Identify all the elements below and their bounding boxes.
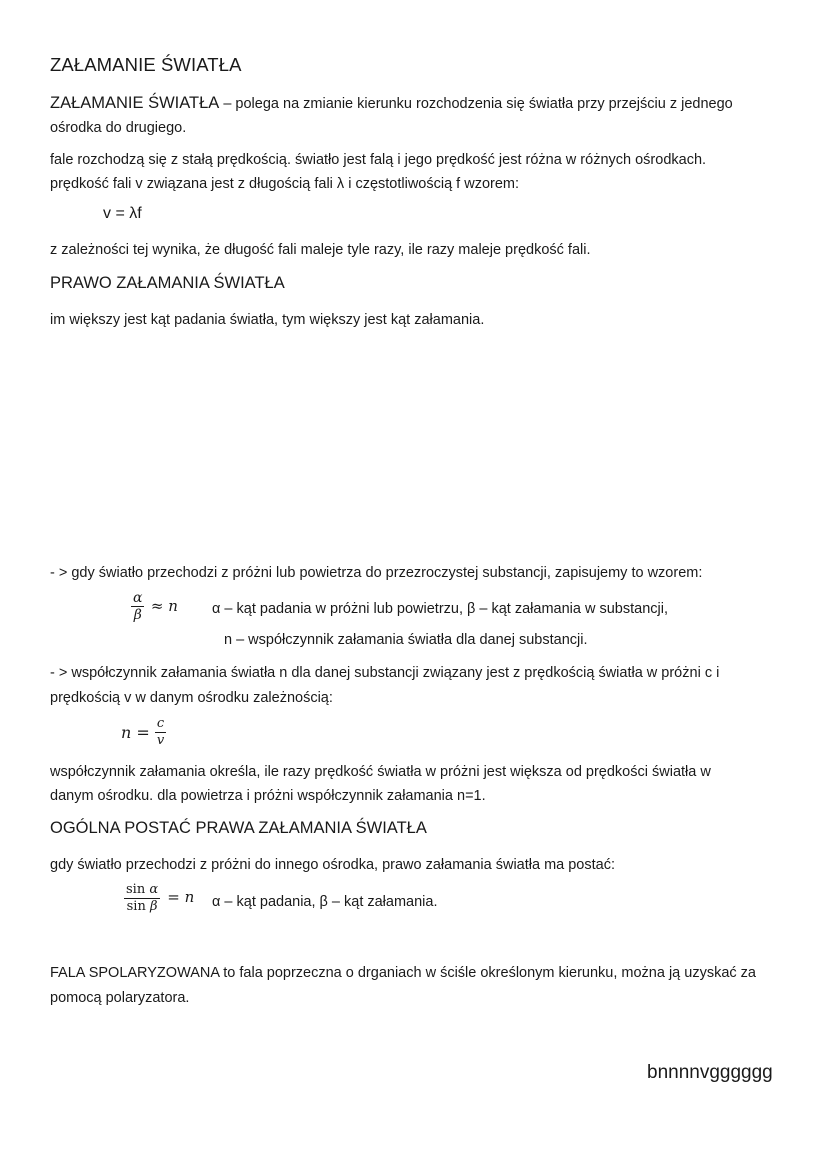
vacuum-formula-rhs: ≈ n xyxy=(150,596,178,615)
intro-term: ZAŁAMANIE ŚWIATŁA xyxy=(50,94,220,112)
vacuum-legend-2: n – współczynnik załamania światła dla danej substancji. xyxy=(224,632,588,648)
general-numerator-fn: sin xyxy=(126,882,146,897)
index-formula-lhs: n = xyxy=(121,723,150,742)
general-heading: OGÓLNA POSTAĆ PRAWA ZAŁAMANIA ŚWIATŁA xyxy=(50,819,427,837)
waves-line-1: fale rozchodzą się z stałą prędkością. światło jest falą i jego prędkość jest różna w różnych ośrodkach. xyxy=(50,152,707,168)
index-numerator: c xyxy=(156,716,165,731)
footer-scribble: bnnnnvgggggg xyxy=(647,1062,773,1083)
vacuum-fraction xyxy=(131,591,144,622)
vacuum-numerator: α xyxy=(133,590,143,606)
intro-line-1 xyxy=(50,91,733,116)
general-formula-rhs: = n xyxy=(167,888,195,906)
general-numerator xyxy=(124,883,160,899)
index-formula xyxy=(121,717,166,748)
general-legend: α – kąt padania, β – kąt załamania. xyxy=(212,894,438,910)
page-title: ZAŁAMANIE ŚWIATŁA xyxy=(50,54,242,75)
vacuum-denominator: β xyxy=(133,607,142,623)
polarized-line-1: FALA SPOLARYZOWANA to fala poprzeczna o drganiach w ściśle określonym kierunku, można ją uzyskać za xyxy=(50,965,756,981)
vacuum-line: - > gdy światło przechodzi z próżni lub powietrza do przezroczystej substancji, zapisujemy to wzorem: xyxy=(50,565,703,581)
index-explain-2: danym ośrodku. dla powietrza i próżni współczynnik załamania n=1. xyxy=(50,788,486,804)
waves-conclusion: z zależności tej wynika, że długość fali maleje tyle razy, ile razy maleje prędkość fali. xyxy=(50,242,591,258)
index-fraction xyxy=(155,717,166,748)
intro-definition: – polega na zmianie kierunku rozchodzenia się światła przy przejściu z jednego xyxy=(219,96,733,112)
general-formula xyxy=(124,883,194,914)
law-heading: PRAWO ZAŁAMANIA ŚWIATŁA xyxy=(50,274,285,292)
general-denominator xyxy=(125,899,160,914)
vacuum-legend-1: α – kąt padania w próżni lub powietrzu, β – kąt załamania w substancji, xyxy=(212,601,668,617)
intro-line-2: ośrodka do drugiego. xyxy=(50,120,187,136)
polarized-line-2: pomocą polaryzatora. xyxy=(50,990,190,1006)
law-text: im większy jest kąt padania światła, tym większy jest kąt załamania. xyxy=(50,312,485,328)
index-line-2: prędkością v w danym ośrodku zależnością: xyxy=(50,690,333,706)
wave-formula: v = λf xyxy=(103,205,142,222)
waves-line-2: prędkość fali v związana jest z długością fali λ i częstotliwością f wzorem: xyxy=(50,176,520,192)
general-denominator-var: β xyxy=(149,899,158,914)
index-line-1: - > współczynnik załamania światła n dla danej substancji związany jest z prędkością światła w próżni c i xyxy=(50,665,720,681)
vacuum-formula xyxy=(131,591,178,622)
index-explain-1: współczynnik załamania określa, ile razy prędkość światła w próżni jest większa od prędkości światła w xyxy=(50,764,711,780)
general-numerator-var: α xyxy=(149,882,159,897)
general-text: gdy światło przechodzi z próżni do innego ośrodka, prawo załamania światła ma postać: xyxy=(50,857,615,873)
general-denominator-fn: sin xyxy=(126,899,146,914)
index-denominator: v xyxy=(156,733,165,748)
general-fraction xyxy=(124,883,160,914)
